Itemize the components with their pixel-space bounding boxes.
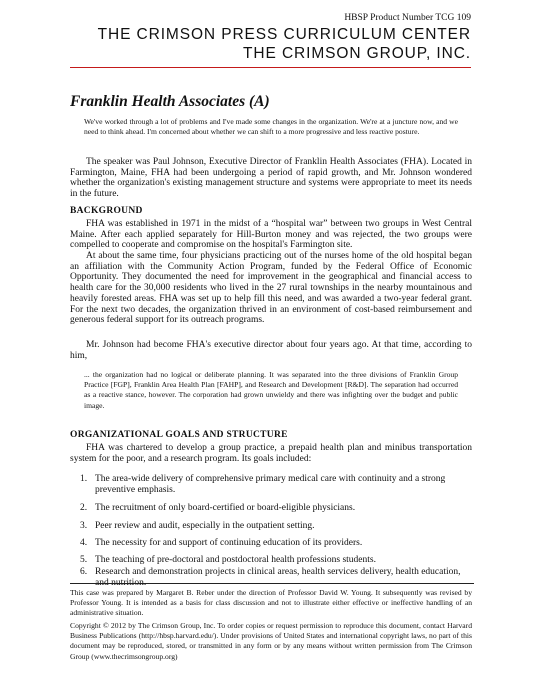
goals-intro: FHA was chartered to develop a group practice, a prepaid health plan and minibus transportation system for the poor, and a research program. Its goals included: — [70, 443, 472, 464]
product-number: HBSP Product Number TCG 109 — [344, 13, 471, 23]
goal-number: 6. — [80, 567, 88, 577]
goal-item — [80, 521, 472, 532]
background-paragraph-2: At about the same time, four physicians practicing out of the nurses home of the old hospital began an affiliation with the Community Action Program, funded by the Federal Office of Economic Opportunity. They documented the need for improvement in the geographical and financial access to health care for the 30,000 residents who lived in the 27 rural townships in the nearby mountainous and heavily forested areas. FHA was set up to help fill this need, and was awarded a two-year federal grant. For the next two decades, the organization thrived in an environment of cost-based reimbursement and generous federal support for its outreach programs. — [70, 251, 472, 326]
case-preparation-note: This case was prepared by Margaret B. Reber under the direction of Professor David W. Young. It subsequently was revised by Professor Young. It is intended as a basis for class discussion and not to illustrate either effective or ineffective handling of an administrative situation. — [70, 588, 472, 618]
footer-rule — [70, 583, 474, 584]
goal-item — [80, 538, 472, 549]
background-paragraph-1: FHA was established in 1971 in the midst of a “hospital war” between two groups in West Central Maine. After each applied separately for Hill-Burton money and was rejected, the two groups were compelled to cooperate and compromise on the hospital's Farmington site. — [70, 219, 472, 251]
johnson-quote: ... the organization had no logical or deliberate planning. It was separated into the three divisions of Franklin Group Practice [FGP], Franklin Area Health Plan [FAHP], and Research and Development [R&D]. The separation had occurred as a reactive stance, however. The corporation had grown unwieldy and there was infighting over the budget and public image. — [84, 370, 458, 410]
org-name-line2: THE CRIMSON GROUP, INC. — [243, 45, 471, 62]
goal-item — [80, 567, 472, 588]
goal-text: Research and demonstration projects in clinical areas, health services delivery, health education, — [95, 567, 461, 577]
goal-text: The area-wide delivery of comprehensive primary medical care with continuity and a strong preventive emphasis. — [95, 474, 446, 495]
goal-text: The recruitment of only board-certified or board-eligible physicians. — [95, 503, 356, 513]
goal-text: The teaching of pre-doctoral and postdoctoral health professions students. — [95, 555, 376, 565]
header-rule — [70, 67, 471, 68]
goal-number: 4. — [80, 538, 88, 548]
goal-text: The necessity for and support of continuing education of its providers. — [95, 538, 363, 548]
goal-number: 1. — [80, 474, 88, 484]
goal-item — [80, 555, 472, 566]
background-paragraph-3: Mr. Johnson had become FHA's executive director about four years ago. At that time, according to him, — [70, 340, 472, 361]
goal-number: 5. — [80, 555, 88, 565]
goal-number: 3. — [80, 521, 88, 531]
epigraph: We've worked through a lot of problems and I've made some changes in the organization. We're at a juncture now, and we need to think ahead. I'm concerned about whether we can shift to a more progressive and less reactive posture. — [84, 117, 458, 137]
goal-item — [80, 503, 472, 514]
org-name-line1: THE CRIMSON PRESS CURRICULUM CENTER — [97, 26, 471, 43]
intro-paragraph: The speaker was Paul Johnson, Executive Director of Franklin Health Associates (FHA). Located in Farmington, Maine, FHA had been undergoing a period of rapid growth, and Mr. Johnson wondered whether the organization's existing management structure and systems were appropriate to meet its needs in the future. — [70, 157, 472, 200]
goal-number: 2. — [80, 503, 88, 513]
copyright-notice: Copyright © 2012 by The Crimson Group, Inc. To order copies or request permission to reproduce this document, contact Harvard Business Publications (http://hbsp.harvard.edu/). Under provisions of United States and international copyright laws, no part of this document may be reproduced, stored, or transmitted in any form or by any means without written permission from The Crimson Group (www.thecrimsongroup.org) — [70, 621, 472, 661]
section-heading-background: BACKGROUND — [70, 206, 143, 216]
goal-text: Peer review and audit, especially in the outpatient setting. — [95, 521, 315, 531]
case-title: Franklin Health Associates (A) — [70, 93, 270, 110]
goal-item — [80, 474, 472, 495]
section-heading-goals: ORGANIZATIONAL GOALS AND STRUCTURE — [70, 430, 288, 440]
